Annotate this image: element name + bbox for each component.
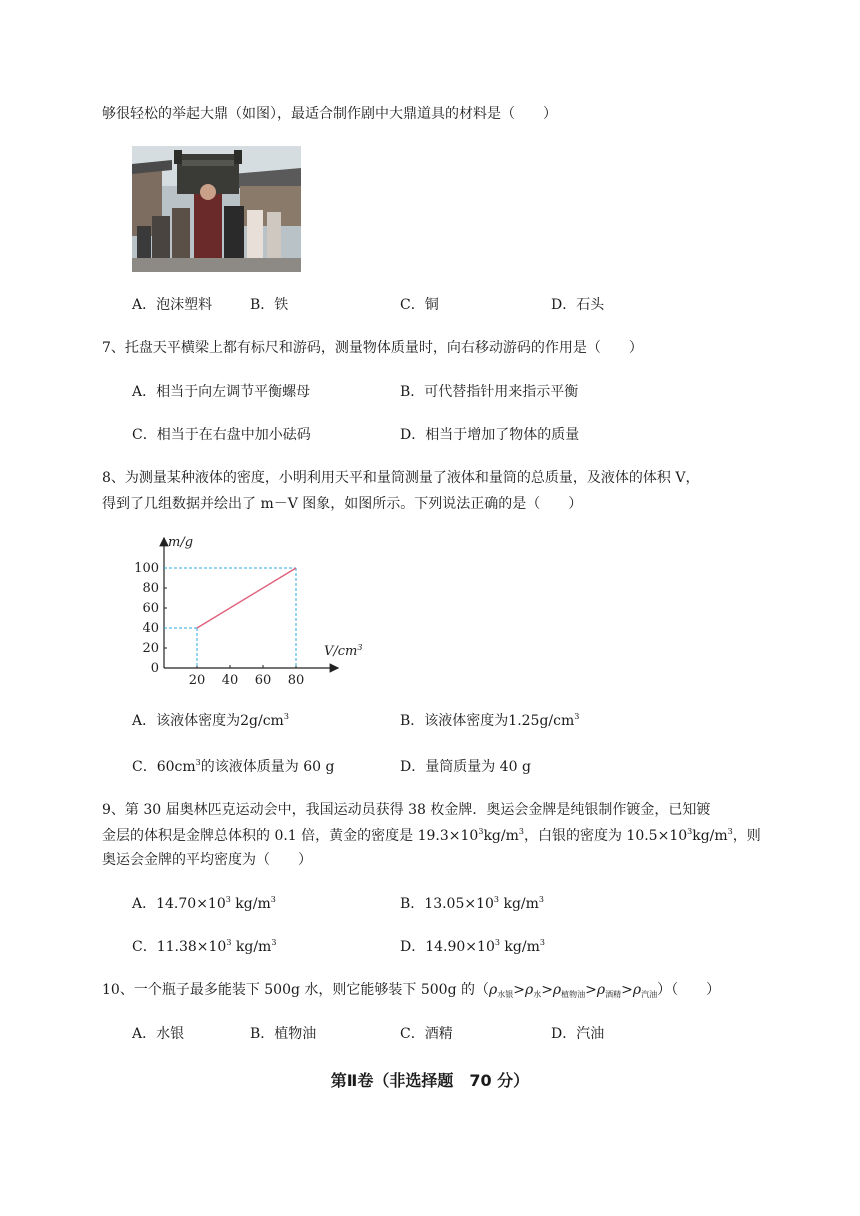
- q9-stem-line3: 奥运会金牌的平均密度为（ ）: [102, 852, 312, 868]
- q7-stem: 7、托盘天平横梁上都有标尺和游码，测量物体质量时，向右移动游码的作用是（ ）: [102, 340, 643, 356]
- q9-option-d[interactable]: D．$14.90\times 10^3$ $kg/m^3$: [400, 938, 545, 955]
- x-tick-label: 40: [221, 673, 239, 688]
- y-tick-label: 20: [142, 641, 159, 656]
- q10-stem: 10、一个瓶子最多能装下 500g 水，则它能够装下 500g 的$(\rho_{水银}>\rho_水>\rho_{植物油}>\rho_{酒精}>\rho_{汽油})$（ ）: [102, 982, 721, 999]
- q8-option-a[interactable]: A．该液体密度为$2g/cm^3$: [132, 712, 289, 729]
- q7-option-c[interactable]: C．相当于在右盘中加小砝码: [132, 427, 311, 443]
- q7-option-b[interactable]: B．可代替指针用来指示平衡: [400, 384, 579, 400]
- x-tick-label: 20: [188, 673, 206, 688]
- q7-option-a[interactable]: A．相当于向左调节平衡螺母: [132, 384, 311, 400]
- q6-option-b[interactable]: B．铁: [250, 297, 289, 313]
- q9-stem-line2: 金层的体积是金牌总体积的 0.1 倍，黄金的密度是 $19.3\times 10^3kg/m^3$，白银的密度为 $10.5\times 10^3kg/m^3$，则: [102, 827, 761, 844]
- q10-option-c[interactable]: C．酒精: [400, 1026, 453, 1042]
- series-line: [197, 568, 296, 628]
- q8-option-d[interactable]: D．量筒质量为 40 g: [400, 759, 531, 775]
- q7-option-d[interactable]: D．相当于增加了物体的质量: [400, 427, 580, 443]
- q9-option-a[interactable]: A．$14.70\times 10^3$ $kg/m^3$: [132, 895, 276, 912]
- q6-option-d[interactable]: D．石头: [551, 297, 605, 313]
- q10-option-a[interactable]: A．水银: [132, 1026, 185, 1042]
- x-tick-label: 60: [254, 673, 272, 688]
- y-tick-label: 60: [142, 601, 159, 616]
- q9-option-c[interactable]: C．$11.38\times 10^3$ $kg/m^3$: [132, 938, 277, 955]
- ding-lifting-photo: [132, 146, 301, 272]
- q8-stem-line2: 得到了几组数据并绘出了 m－V 图象，如图所示。下列说法正确的是（ ）: [102, 496, 583, 512]
- x-axis-label: $V/cm^3$: [324, 643, 363, 659]
- q10-option-d[interactable]: D．汽油: [551, 1026, 605, 1042]
- q8-option-c[interactable]: C．$60cm^3$的该液体质量为 60 g: [132, 758, 335, 775]
- q10-option-b[interactable]: B．植物油: [250, 1026, 317, 1042]
- y-tick-label: 100: [134, 561, 159, 576]
- q6-option-c[interactable]: C．铜: [400, 297, 439, 313]
- y-tick-label: 80: [142, 581, 159, 596]
- m-v-graph: [126, 528, 376, 693]
- x-tick-label: 80: [287, 673, 305, 688]
- y-tick-label: 40: [142, 621, 159, 636]
- q9-stem-line1: 9、第 30 届奥林匹克运动会中，我国运动员获得 38 枚金牌．奥运会金牌是纯银制作镀金，已知镀: [102, 802, 711, 818]
- y-tick-label: 0: [150, 661, 159, 676]
- q8-stem-line1: 8、为测量某种液体的密度，小明利用天平和量筒测量了液体和量筒的总质量，及液体的体积 V，: [102, 470, 700, 486]
- y-axis-label: m/g: [168, 535, 194, 550]
- section-title: 第Ⅱ卷（非选择题 70 分）: [330, 1071, 530, 1090]
- q9-option-b[interactable]: B．$13.05\times 10^3$ $kg/m^3$: [400, 895, 544, 912]
- q6-stem: 够很轻松的举起大鼎（如图），最适合制作剧中大鼎道具的材料是（ ）: [102, 106, 557, 122]
- q8-option-b[interactable]: B．该液体密度为$1.25g/cm^3$: [400, 712, 580, 729]
- q6-option-a[interactable]: A．泡沫塑料: [132, 297, 213, 313]
